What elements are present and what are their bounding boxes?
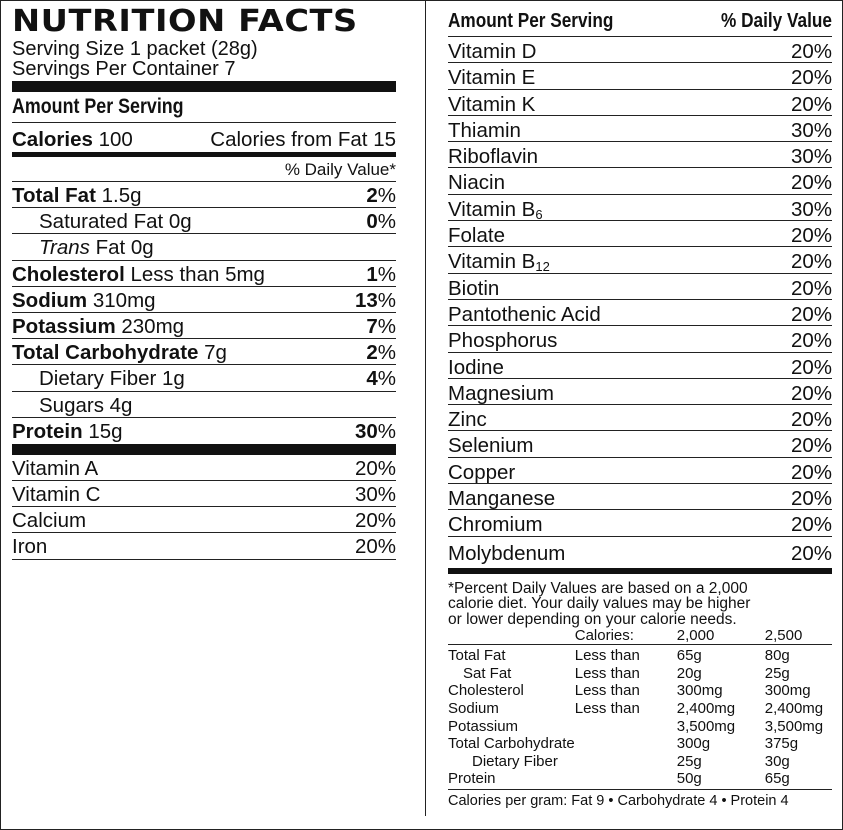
nutrient-label [12,365,185,393]
dv-percent: % [377,184,396,207]
dv-table-2500: 25g [764,664,790,682]
nutrient-dv [366,261,396,289]
vitamin-row [448,195,832,221]
dv-table-header-cell: 2,000 [677,627,765,645]
dv-table-nutrient: Cholesterol [448,682,524,700]
dv-percent: % [377,288,396,312]
vitamin-row [448,274,832,300]
dv-percent: % [377,210,396,234]
vitamin-name-text: Manganese [448,487,556,511]
nutrient-italic: Trans [39,236,90,260]
vitamin-name [448,537,565,567]
footnote-text [448,581,832,628]
dv-value: 7 [366,314,378,338]
vitamin-name-text: Niacin [448,171,505,195]
thick-divider [12,81,396,92]
dv-table-2500: 80g [764,647,790,665]
vitamin-dv: 20% [790,329,832,353]
nutrient-dv [366,313,396,341]
vitamin-name [448,405,487,430]
vitamin-row [448,326,832,352]
dv-table-row [448,753,832,771]
vitamin-name [448,142,538,167]
vitamin-name [448,37,537,62]
vitamin-name-text: Riboflavin [448,145,539,169]
vitamin-row [448,168,832,194]
dv-table-2000: 50g [676,770,702,788]
nutrient-row [12,208,396,234]
vitamin-dv: 20% [790,276,832,300]
dv-table-row [448,718,832,736]
vitamin-row [12,507,396,533]
right-header [448,7,832,37]
daily-value-reference-table [448,627,832,788]
dv-table-2500: 300mg [764,682,811,700]
nutrient-dv [355,287,396,315]
vitamin-row [448,247,832,273]
nutrient-name: Protein [12,419,83,443]
vitamin-name [448,458,515,483]
dv-table-2000: 3,500mg [676,717,736,735]
nutrient-amount: 15g [82,419,123,443]
nutrient-amount: 230mg [115,314,185,338]
vitamin-name-text: Pantothenic Acid [448,302,601,326]
vitamin-name [448,353,504,378]
calories-per-gram: Calories per gram: Fat 9 • Carbohydrate 4 • Protein 4 [448,789,832,809]
dv-table-2500: 3,500mg [764,717,824,735]
dv-table-header-cell: 2,500 [765,627,832,645]
dv-value: 2 [366,341,378,365]
vitamin-name [448,326,557,351]
label-title: NUTRITION FACTS [12,4,358,39]
nutrient-label [12,313,184,341]
vitamin-name: Iron [12,535,48,559]
dv-percent: % [377,367,396,391]
vitamin-subscript: 6 [535,206,543,222]
vitamin-dv: 20% [790,513,832,537]
vitamin-row [448,90,832,116]
vitamin-name-text: Phosphorus [448,329,558,353]
dv-table-row [448,770,832,788]
serving-size: Serving Size 1 packet (28g) [12,38,258,60]
right-amount-per-serving: Amount Per Serving [448,10,614,32]
dv-table-2500: 30g [764,752,790,770]
dv-table-2500: 375g [764,735,799,753]
vitamin-row [448,353,832,379]
dv-table-nutrient: Total Fat [448,647,506,665]
dv-value: 13 [354,288,378,312]
nutrient-row [12,261,396,287]
dv-table-condition [575,718,677,736]
vitamin-dv: 20% [790,355,832,379]
vitamin-dv: 20% [790,92,832,116]
nutrient-amount: Dietary Fiber 1g [39,367,185,391]
vitamin-name: Calcium [12,509,87,533]
dv-table-condition: Less than [574,699,640,717]
dv-table-nutrient: Sodium [448,699,499,717]
nutrient-row [12,418,396,444]
nutrient-label [12,418,123,446]
vitamin-row [448,537,832,567]
vitamin-name-text: Vitamin K [448,92,536,116]
nutrient-label [12,208,192,236]
footnote-line: or lower depending on your calorie needs. [448,610,737,628]
vitamin-row [448,142,832,168]
nutrient-amount: 1.5g [95,184,142,207]
dv-value: 1 [366,262,378,286]
nutrient-name: Sodium [12,288,88,312]
dv-percent: % [377,314,396,338]
vitamin-row [448,510,832,536]
dv-table-nutrient: Protein [448,770,496,788]
dv-table-header-cell [448,627,575,645]
vitamin-row [448,379,832,405]
vitamin-dv: 30% [790,145,832,169]
dv-table-condition [575,770,677,788]
nutrient-amount: Saturated Fat 0g [39,210,192,234]
nutrient-label [12,339,227,367]
vitamin-row [448,221,832,247]
dv-table-row [448,645,832,665]
dv-table-nutrient: Potassium [448,717,519,735]
dv-table-condition: Less than [574,647,640,665]
nutrient-label [12,182,142,210]
nutrient-row [12,392,396,418]
vitamin-dv: 20% [790,250,832,274]
nutrient-amount: Sugars 4g [39,393,133,417]
vitamin-name-text: Vitamin B [448,250,536,274]
vitamin-name-text: Vitamin B [448,197,536,221]
vitamin-row [448,484,832,510]
footnote-line: calorie diet. Your daily values may be higher [448,595,751,613]
dv-table-2000: 300mg [676,682,723,700]
vitamin-row [448,116,832,142]
dv-percent: % [377,419,396,443]
vitamin-name-text: Magnesium [448,381,554,405]
nutrient-dv [366,208,396,236]
vitamin-row [448,458,832,484]
vitamin-name [448,247,550,275]
vitamin-dv: 20% [790,408,832,432]
dv-table-2000: 2,400mg [676,699,736,717]
vitamin-name [448,510,543,535]
amount-per-serving-row [12,92,396,123]
vitamin-dv: 20% [790,381,832,405]
vitamin-name [448,63,535,88]
vitamin-dv: 20% [790,40,832,63]
nutrient-label [12,261,265,289]
dv-table-2000: 65g [676,647,702,665]
dv-table-nutrient: Dietary Fiber [472,752,558,770]
nutrient-amount: Fat 0g [89,236,154,260]
vitamin-dv: 20% [354,535,396,559]
dv-value: 2 [366,184,378,207]
dv-table-condition [575,735,677,753]
vitamin-name-text: Folate [448,224,505,248]
nutrient-dv [366,182,396,210]
dv-table-nutrient: Total Carbohydrate [448,735,575,753]
calories-label: Calories [12,128,93,151]
vitamin-dv: 20% [354,456,396,480]
vitamin-row [448,405,832,431]
vitamin-name-text: Vitamin E [448,66,536,90]
dv-table-row [448,682,832,700]
dv-percent: % [377,341,396,365]
amount-per-serving: Amount Per Serving [12,95,184,118]
nutrient-name: Total Carbohydrate [12,341,199,365]
vitamin-name-text: Copper [448,460,516,484]
nutrient-list [12,182,396,444]
nutrient-dv [366,339,396,367]
vitamin-name [448,431,533,456]
dv-table-row [448,665,832,683]
footnote-divider [448,568,832,574]
nutrient-name: Potassium [12,314,116,338]
calories-from-fat: Calories from Fat 15 [210,128,396,151]
dv-value: 0 [366,210,378,234]
dv-table-row [448,700,832,718]
dv-table-2500: 2,400mg [764,699,824,717]
vitamin-name-text: Iodine [448,355,504,379]
left-column [12,5,396,560]
dv-percent: % [377,262,396,286]
vitamin-name: Vitamin A [12,456,99,480]
dv-value: 4 [366,367,378,391]
dv-table-header [448,627,832,645]
nutrient-dv [366,365,396,393]
nutrient-dv [355,418,396,446]
right-daily-value: % Daily Value [721,10,832,32]
vitamin-list-right [448,37,832,567]
vitamin-dv: 20% [790,460,832,484]
vitamin-name-text: Thiamin [448,118,521,142]
nutrient-label [12,234,154,262]
nutrient-row [12,287,396,313]
vitamin-name [448,221,505,246]
vitamin-name-text: Molybdenum [448,541,566,565]
dv-table-nutrient: Sat Fat [463,664,512,682]
vitamin-name-text: Biotin [448,276,500,300]
vitamin-subscript: 12 [535,259,550,275]
vitamin-row [448,37,832,63]
vitamin-dv: 20% [790,487,832,511]
nutrient-row [12,182,396,208]
vitamin-name [448,195,543,220]
dv-table-2000: 300g [676,735,711,753]
dv-table-2000: 20g [676,664,702,682]
vitamin-dv: 20% [790,302,832,326]
calories-value: 100 [98,128,133,151]
nutrient-row [12,313,396,339]
dv-table-2500: 65g [764,770,790,788]
calories-row [12,123,396,152]
nutrient-name: Total Fat [12,184,96,207]
vitamin-name [448,300,601,325]
vitamin-dv: 30% [790,118,832,142]
vitamin-row [448,300,832,326]
vitamin-dv: 30% [790,197,832,221]
nutrient-amount: 7g [198,341,227,365]
vitamin-name [448,116,521,141]
vitamin-row [12,533,396,559]
vitamin-row [448,63,832,89]
dv-table-condition: Less than [574,664,640,682]
column-divider [425,1,426,816]
nutrient-amount: 310mg [87,288,156,312]
vitamin-list-left [12,455,396,560]
daily-value-header: % Daily Value* [12,157,396,182]
right-column [448,7,832,809]
vitamin-name [448,274,499,299]
vitamin-row [12,455,396,481]
vitamin-dv: 30% [354,483,396,507]
nutrient-label [12,392,132,420]
nutrient-row [12,365,396,391]
nutrient-name: Cholesterol [12,262,125,286]
dv-table-header-cell: Calories: [575,627,677,645]
nutrient-amount: Less than 5mg [124,262,265,286]
servings-per-container: Servings Per Container 7 [12,58,236,80]
vitamin-name [448,90,535,115]
vitamin-name [448,168,505,193]
vitamin-name: Vitamin C [12,483,101,507]
vitamin-name [448,379,554,404]
nutrient-row [12,234,396,260]
vitamin-dv: 20% [790,171,832,195]
dv-table-2000: 25g [676,752,702,770]
dv-table-condition: Less than [574,682,640,700]
vitamin-dv: 20% [790,66,832,90]
footnote-line: *Percent Daily Values are based on a 2,000 [448,579,748,597]
vitamin-dv: 20% [790,224,832,248]
dv-table-condition [575,753,677,771]
vitamin-name [448,484,555,509]
vitamin-dv: 20% [790,434,832,458]
nutrient-row [12,339,396,365]
vitamin-row [12,481,396,507]
vitamin-row [448,431,832,457]
vitamin-name-text: Chromium [448,513,543,537]
nutrient-label [12,287,156,315]
dv-value: 30 [354,419,378,443]
vitamin-name-text: Vitamin D [448,40,537,63]
dv-table-row [448,735,832,753]
vitamin-name-text: Selenium [448,434,534,458]
vitamin-dv: 20% [354,509,396,533]
vitamin-dv: 20% [790,541,832,565]
vitamin-name-text: Zinc [448,408,487,432]
